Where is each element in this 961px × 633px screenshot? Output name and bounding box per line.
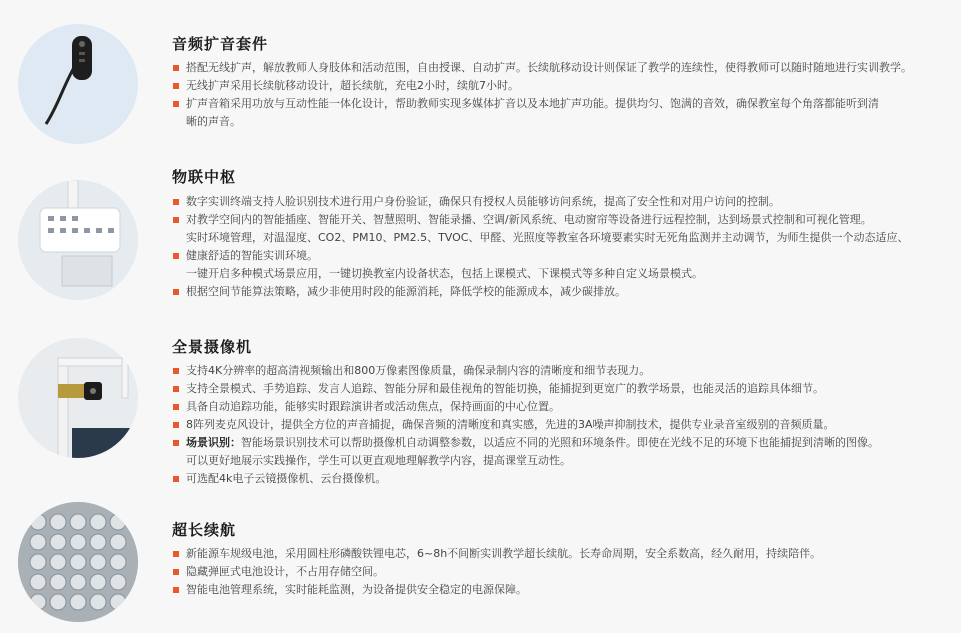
list-item: 支持全景模式、手势追踪、发言人追踪、智能分屏和最佳视角的智能切换，能捕捉到更宽广的教学场景，也能灵活的追踪具体细节。 [172,380,932,398]
section-title: 音频扩音套件 [172,35,269,53]
list-item: 新能源车规级电池，采用圆柱形磷酸铁锂电芯，6~8h不间断实训教学超长续航。长寿命周期，安全系数高，经久耐用，持续陪伴。 [172,545,932,563]
list-item: 智能电池管理系统，实时能耗监测，为设备提供安全稳定的电源保障。 [172,581,932,599]
iot-panel-image [18,180,138,300]
list-item [172,434,932,452]
list-item: 可以更好地展示实践操作，学生可以更直观地理解教学内容，提高课堂互动性。 [186,454,571,467]
list-item: 晰的声音。 [186,115,241,128]
list-item: 实时环境管理，对温湿度、CO2、PM10、PM2.5、TVOC、甲醛、光照度等教室各环境要素实时无死角监测并主动调节，为师生提供一个动态适应、 [186,231,909,244]
item-strong-label: 场景识别： [186,436,241,449]
list-item: 对教学空间内的智能插座、智能开关、智慧照明、智能录播、空调/新风系统、电动窗帘等设备进行远程控制，达到场景式控制和可视化管理。 [172,211,932,229]
microphone-image [18,24,138,144]
list-item: 健康舒适的智能实训环境。 [172,247,932,265]
list-item: 数字实训终端支持人脸识别技术进行用户身份验证，确保只有授权人员能够访问系统，提高了安全性和对用户访问的控制。 [172,193,932,211]
item-text: 智能场景识别技术可以帮助摄像机自动调整参数，以适应不同的光照和环境条件。即使在光线不足的环境下也能捕捉到清晰的图像。 [241,436,879,449]
section-title: 全景摄像机 [172,338,253,356]
list-item: 支持4K分辨率的超高清视频输出和800万像素图像质量，确保录制内容的清晰度和细节表现力。 [172,362,932,380]
list-item: 8阵列麦克风设计，提供全方位的声音捕捉，确保音频的清晰度和真实感，先进的3A噪声抑制技术，提供专业录音室级别的音频质量。 [172,416,932,434]
camera-image [18,338,138,458]
list-item: 扩声音箱采用功放与互动性能一体化设计，帮助教师实现多媒体扩音以及本地扩声功能。提供均匀、饱满的音效，确保教室每个角落都能听到清 [172,95,932,113]
list-item: 一键开启多种模式场景应用，一键切换教室内设备状态，包括上课模式、下课模式等多种自定义场景模式。 [186,267,703,280]
list-item: 根据空间节能算法策略，减少非使用时段的能源消耗，降低学校的能源成本，减少碳排放。 [172,283,932,301]
battery-image [18,502,138,622]
list-item: 具备自动追踪功能，能够实时跟踪演讲者或活动焦点，保持画面的中心位置。 [172,398,932,416]
section-title: 物联中枢 [172,168,237,186]
list-item: 搭配无线扩声，解放教师人身肢体和活动范围，自由授课、自动扩声。长续航移动设计则保证了教学的连续性，使得教师可以随时随地进行实训教学。 [172,59,932,77]
list-item: 可选配4k电子云镜摄像机、云台摄像机。 [172,470,932,488]
section-title: 超长续航 [172,521,237,539]
list-item: 隐藏弹匣式电池设计，不占用存储空间。 [172,563,932,581]
list-item: 无线扩声采用长续航移动设计，超长续航，充电2小时，续航7小时。 [172,77,932,95]
